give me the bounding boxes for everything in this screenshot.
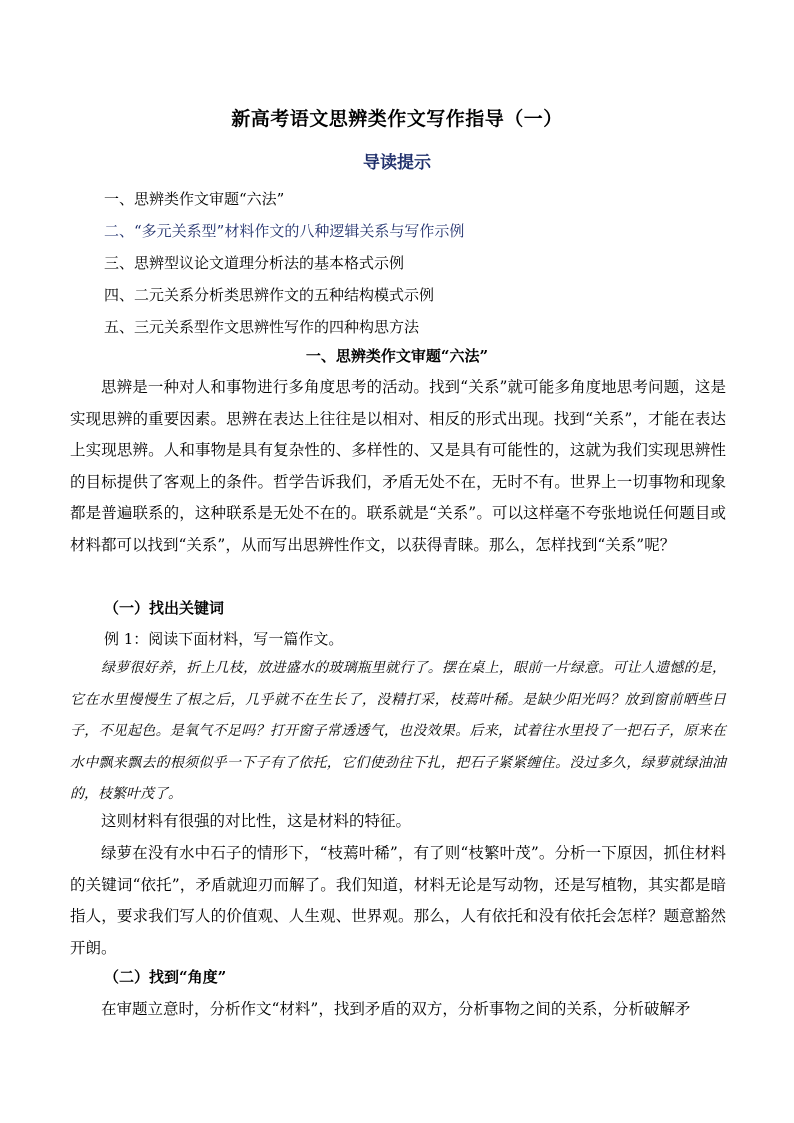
subheading-keywords: （一）找出关键词: [104, 599, 225, 617]
intro-paragraph: 思辨是一种对人和事物进行多角度思考的活动。找到“关系”就可能多角度地思考问题，这是实现思辨的重要因素。思辨在表达上往往是以相对、相反的形式出现。找到“关系”，才能在表达上实现思辨。人和事物是具有复杂性的、多样性的、又是具有可能性的，这就为我们实现思辨性的目标提供了客观上的条件。哲学告诉我们，矛盾无处不在，无时不有。世界上一切事物和现象都是普遍联系的，这种联系是无处不在的。联系就是“关系”。可以这样毫不夸张地说任何题目或材料都可以找到“关系”，从而写出思辨性作文，以获得青睐。那么，怎样找到“关系”呢？: [70, 378, 726, 554]
toc-item-1: 一、思辨类作文审题“六法”: [104, 190, 285, 208]
analysis-paragraph: 绿萝在没有水中石子的情形下，“枝蔫叶稀”，有了则“枝繁叶茂”。分析一下原因，抓住材料的关键词“依托”，矛盾就迎刃而解了。我们知道，材料无论是写动物，还是写植物，其实都是暗指人，要求我们写人的价值观、人生观、世界观。那么，人有依托和没有依托会怎样？题意豁然开朗。: [70, 844, 726, 957]
toc-item-4: 四、二元关系分析类思辨作文的五种结构模式示例: [104, 286, 435, 304]
toc-item-3: 三、思辨型议论文道理分析法的基本格式示例: [104, 254, 405, 272]
contrast-paragraph: 这则材料有很强的对比性，这是材料的特征。: [101, 812, 412, 830]
section-title: 一、思辨类作文审题“六法”: [305, 347, 489, 365]
toc-item-5: 五、三元关系型作文思辨性写作的四种构思方法: [104, 318, 420, 336]
last-paragraph: 在审题立意时，分析作文“材料”，找到矛盾的双方，分析事物之间的关系，分析破解矛: [101, 1000, 691, 1018]
example-prompt: 例 1：阅读下面材料，写一篇作文。: [104, 630, 344, 648]
subheading-angle: （二）找到“角度”: [104, 968, 227, 986]
toc-item-2: 二、“多元关系型”材料作文的八种逻辑关系与写作示例: [104, 222, 465, 240]
reading-guide-subtitle: 导读提示: [363, 153, 431, 173]
document-title: 新高考语文思辨类作文写作指导（一）: [231, 108, 563, 130]
material-passage: 绿萝很好养，折上几枝，放进盛水的玻璃瓶里就行了。摆在桌上，眼前一片绿意。可让人遗憾的是，它在水里慢慢生了根之后，几乎就不在生长了，没精打采，枝蔫叶稀。是缺少阳光吗？放到窗前晒些日子，不见起色。是氧气不足吗？打开窗子常透透气，也没效果。后来，试着往水里投了一把石子，原来在水中飘来飘去的根须似乎一下子有了依托，它们使劲往下扎，把石子紧紧缠住。没过多久，绿萝就绿油油的，枝繁叶茂了。: [70, 660, 726, 802]
